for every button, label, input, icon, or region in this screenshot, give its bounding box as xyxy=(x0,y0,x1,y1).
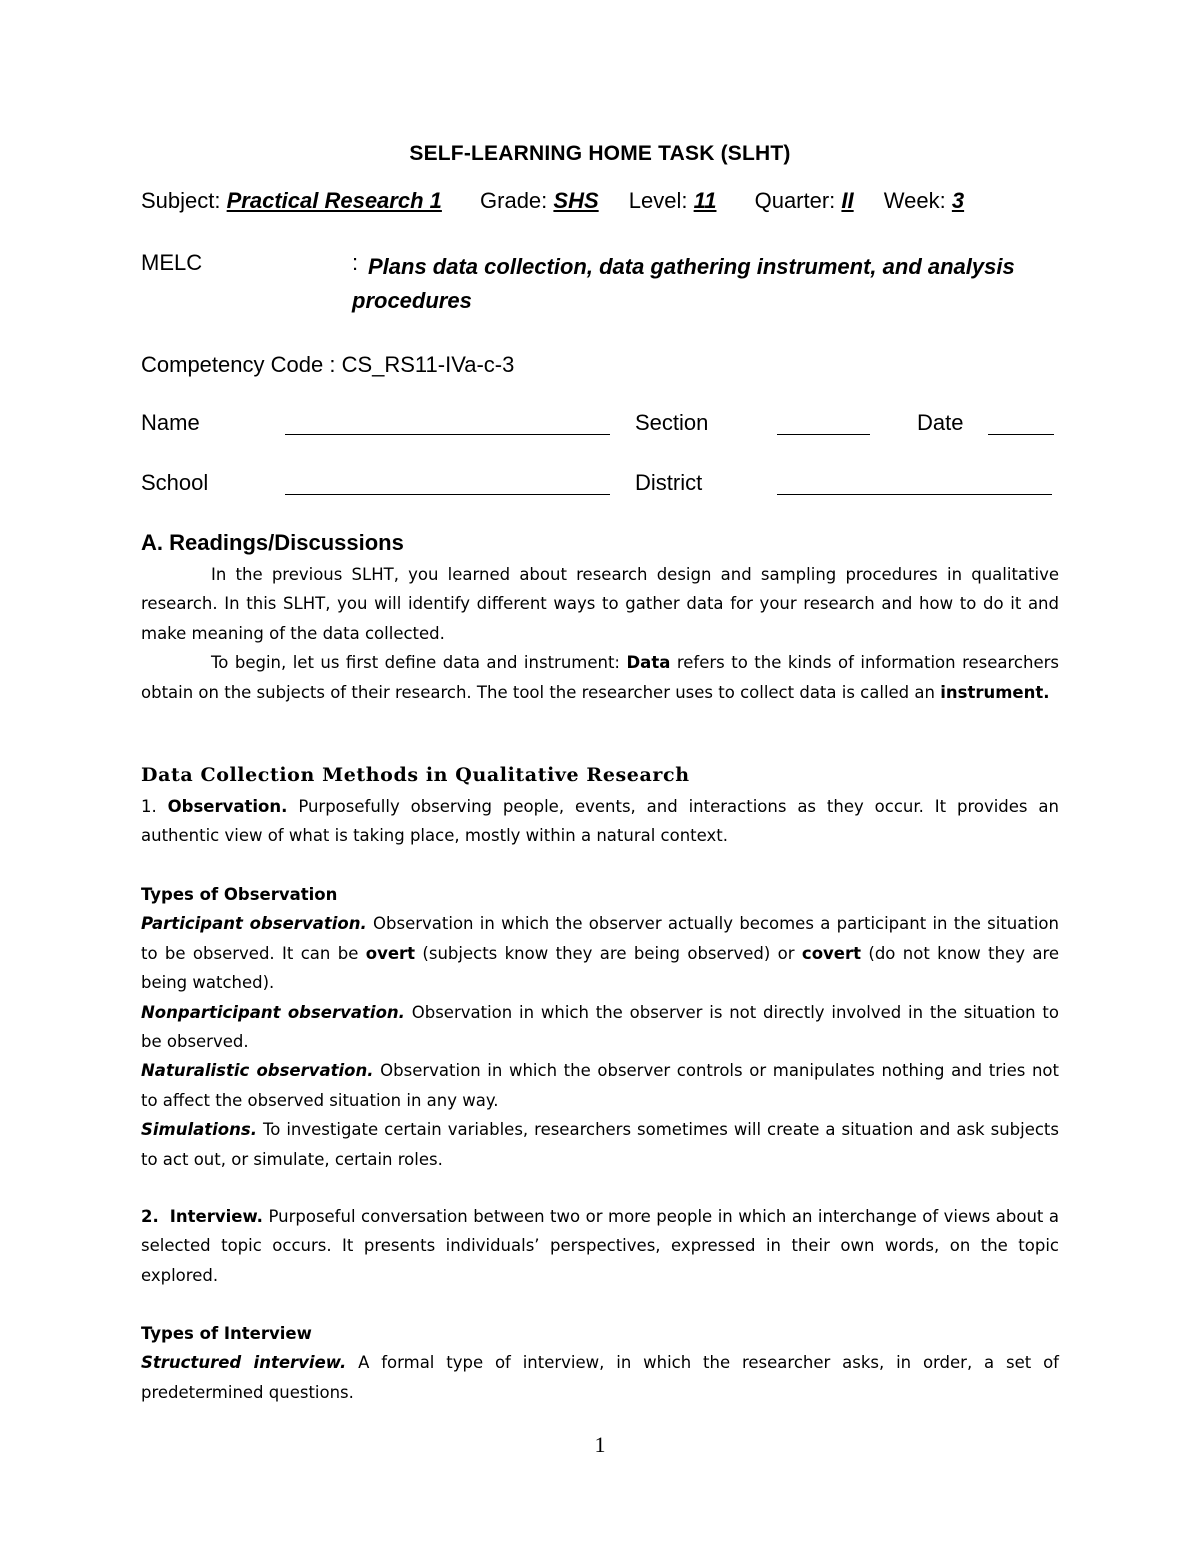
data-term: Data xyxy=(626,653,671,673)
participant-observation xyxy=(141,909,1059,997)
name-label: Name xyxy=(141,410,200,435)
quarter-label: Quarter: xyxy=(754,188,836,213)
structured-term: Structured interview. xyxy=(141,1353,347,1373)
name-section-date-row xyxy=(141,410,1061,440)
school-field[interactable] xyxy=(285,494,610,495)
observation-item xyxy=(141,792,1059,851)
interview-types xyxy=(141,1319,1059,1407)
name-field[interactable] xyxy=(285,434,610,435)
observation-types-heading: Types of Observation xyxy=(141,885,338,904)
simulations-term: Simulations. xyxy=(141,1120,257,1140)
header-info xyxy=(141,188,964,214)
naturalistic-term: Naturalistic observation. xyxy=(141,1061,374,1081)
interview-section xyxy=(141,1202,1059,1290)
section-field[interactable] xyxy=(777,434,870,435)
date-field[interactable] xyxy=(988,434,1054,435)
section-a-heading: A. Readings/Discussions xyxy=(141,530,404,555)
level-label: Level: xyxy=(628,188,688,213)
intro-paragraph-1: In the previous SLHT, you learned about research design and sampling procedures in qualitative research. In this SLHT, you will identify different ways to gather data for your research and how to do it and make meaning of the data collected. xyxy=(141,565,1059,643)
participant-term: Participant observation. xyxy=(141,914,367,934)
simulations-text: To investigate certain variables, researchers sometimes will create a situation and ask subjects to act out, or simulate, certain roles. xyxy=(141,1120,1059,1169)
nonparticipant-text: Observation in which the observer is not directly involved in the situation to be observed. xyxy=(141,1002,1059,1052)
school-label: School xyxy=(141,470,209,495)
methods-heading: Data Collection Methods in Qualitative Research xyxy=(141,764,690,786)
interview-types-heading: Types of Interview xyxy=(141,1324,312,1343)
melc-line-2: procedures xyxy=(352,288,472,313)
interview-term: Interview. xyxy=(169,1207,263,1226)
observation-num: 1. xyxy=(141,797,157,816)
observation-text: Purposefully observing people, events, and interactions as they occur. It provides an authentic view of what is taking place, mostly within a natural context. xyxy=(141,797,1059,846)
interview-text: Purposeful conversation between two or more people in which an interchange of views about a selected topic occurs. It presents individuals’ perspectives, expressed in their own words, on the topic explored. xyxy=(141,1207,1059,1285)
observation-section xyxy=(141,792,1059,851)
section-label: Section xyxy=(635,410,709,435)
week-value: 3 xyxy=(951,188,965,213)
covert-term: covert xyxy=(801,943,862,963)
participant-text-3: (do not know they are being watched). xyxy=(141,943,1060,993)
date-label: Date xyxy=(917,410,964,435)
melc-text xyxy=(352,250,1072,318)
participant-text-2: (subjects know they are being observed) or xyxy=(422,943,795,963)
intro-p2-start: To begin, let us first define data and instrument: xyxy=(211,653,620,673)
subject-label: Subject: xyxy=(141,188,221,213)
structured-interview xyxy=(141,1348,1059,1407)
interview-num: 2. xyxy=(141,1207,159,1226)
intro-paragraph-2 xyxy=(141,648,1059,707)
instrument-term: instrument. xyxy=(940,682,1050,702)
quarter-value: II xyxy=(841,188,854,213)
naturalistic-text: Observation in which the observer controls or manipulates nothing and tries not to affect the observed situation in any way. xyxy=(141,1061,1059,1110)
observation-term: Observation. xyxy=(167,797,288,816)
melc-colon: : xyxy=(352,250,359,275)
grade-label: Grade: xyxy=(480,188,548,213)
nonparticipant-observation xyxy=(141,998,1059,1057)
participant-text-1: Observation in which the observer actually becomes a participant in the situation to be observed. It can be xyxy=(141,914,1059,963)
melc-line-1: Plans data collection, data gathering instrument, and analysis xyxy=(368,254,1015,279)
observation-types xyxy=(141,880,1059,1174)
grade-value: SHS xyxy=(553,188,599,213)
intro-text xyxy=(141,560,1059,707)
district-field[interactable] xyxy=(777,494,1052,495)
level-value: 11 xyxy=(693,188,717,213)
competency-value: : CS_RS11-IVa-c-3 xyxy=(329,352,515,377)
simulations xyxy=(141,1115,1059,1174)
structured-text: A formal type of interview, in which the researcher asks, in order, a set of predetermined questions. xyxy=(141,1353,1059,1402)
melc-label: MELC xyxy=(141,250,203,275)
school-district-row xyxy=(141,470,1061,500)
naturalistic-observation xyxy=(141,1056,1059,1115)
intro-p2-mid: refers to the kinds of information researchers obtain on the subjects of their research. The tool the researcher uses to collect data is called an xyxy=(141,653,1059,702)
document-title: SELF-LEARNING HOME TASK (SLHT) xyxy=(409,142,791,165)
competency-label: Competency Code xyxy=(141,352,324,377)
interview-item xyxy=(141,1202,1059,1290)
nonparticipant-term: Nonparticipant observation. xyxy=(141,1002,405,1022)
overt-term: overt xyxy=(365,943,416,963)
district-label: District xyxy=(635,470,703,495)
page-number: 1 xyxy=(594,1432,606,1457)
subject-value: Practical Research 1 xyxy=(226,188,442,213)
competency-code xyxy=(141,352,514,378)
week-label: Week: xyxy=(883,188,946,213)
